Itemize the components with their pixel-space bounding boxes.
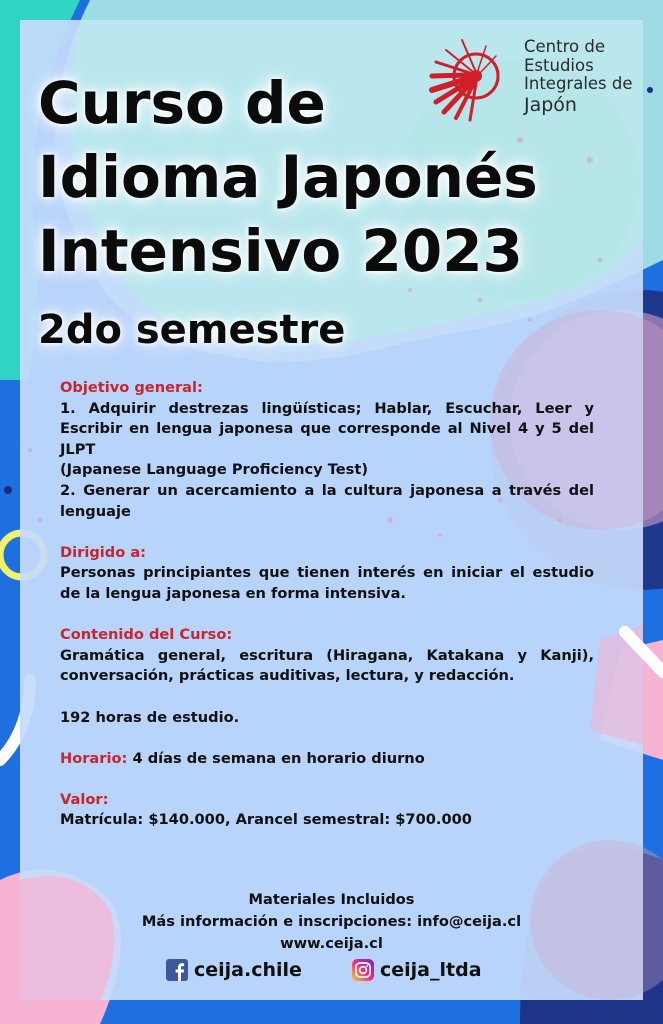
- logo-line-4: Japón: [524, 93, 577, 116]
- materials-text: Materiales Incluidos: [248, 891, 415, 908]
- objective-item-1: 1. Adquirir destrezas lingüísticas; Hablar, Escuchar, Leer y Escribir en lengua japonesa que corresponde al Nivel 4 y 5 del JLPT: [60, 399, 594, 458]
- title-line-3: Intensivo 2023: [38, 217, 523, 285]
- title-line-1: Curso de: [38, 69, 326, 137]
- facebook-icon: [166, 959, 188, 981]
- course-details: [60, 378, 594, 831]
- logo: [428, 32, 648, 122]
- schedule-line: [60, 749, 594, 770]
- info-text: Más información e inscripciones: info@ceija.cl: [141, 913, 522, 930]
- audience-heading: Dirigido a:: [60, 543, 147, 561]
- rising-sun-icon: [428, 32, 520, 124]
- facebook-handle: ceija.chile: [194, 959, 302, 981]
- instagram-link[interactable]: [352, 955, 482, 985]
- content-heading: Contenido del Curso:: [60, 626, 233, 644]
- objective-item-1-note: (Japanese Language Proficiency Test): [60, 461, 369, 479]
- logo-line-2: Estudios: [524, 55, 594, 75]
- instagram-handle: ceija_ltda: [380, 959, 482, 981]
- logo-line-1: Centro de: [524, 37, 605, 56]
- website-link[interactable]: www.ceija.cl: [280, 935, 383, 952]
- logo-line-3: Integrales de: [524, 74, 633, 93]
- logo-text: [524, 38, 633, 116]
- objective-item-2: 2. Generar un acercamiento a la cultura japonesa a través del lenguaje: [60, 481, 594, 520]
- content-text: Gramática general, escritura (Hiragana, Katakana y Kanji), conversación, prácticas auditivas, lectura, y redacción.: [60, 646, 594, 685]
- subtitle: 2do semestre: [38, 307, 346, 353]
- audience-text: Personas principiantes que tienen interés en iniciar el estudio de la lengua japonesa en forma intensiva.: [60, 564, 594, 602]
- price-text: Matrícula: $140.000, Arancel semestral: $700.000: [60, 811, 472, 829]
- objective-heading: Objetivo general:: [60, 379, 203, 396]
- facebook-link[interactable]: [166, 955, 302, 985]
- schedule-text: 4 días de semana en horario diurno: [132, 749, 425, 767]
- price-heading: Valor:: [60, 790, 109, 808]
- instagram-icon: [352, 959, 374, 981]
- hours-text: 192 horas de estudio.: [60, 708, 240, 726]
- schedule-heading: Horario:: [60, 749, 128, 767]
- title-line-2: Idioma Japonés: [38, 143, 538, 211]
